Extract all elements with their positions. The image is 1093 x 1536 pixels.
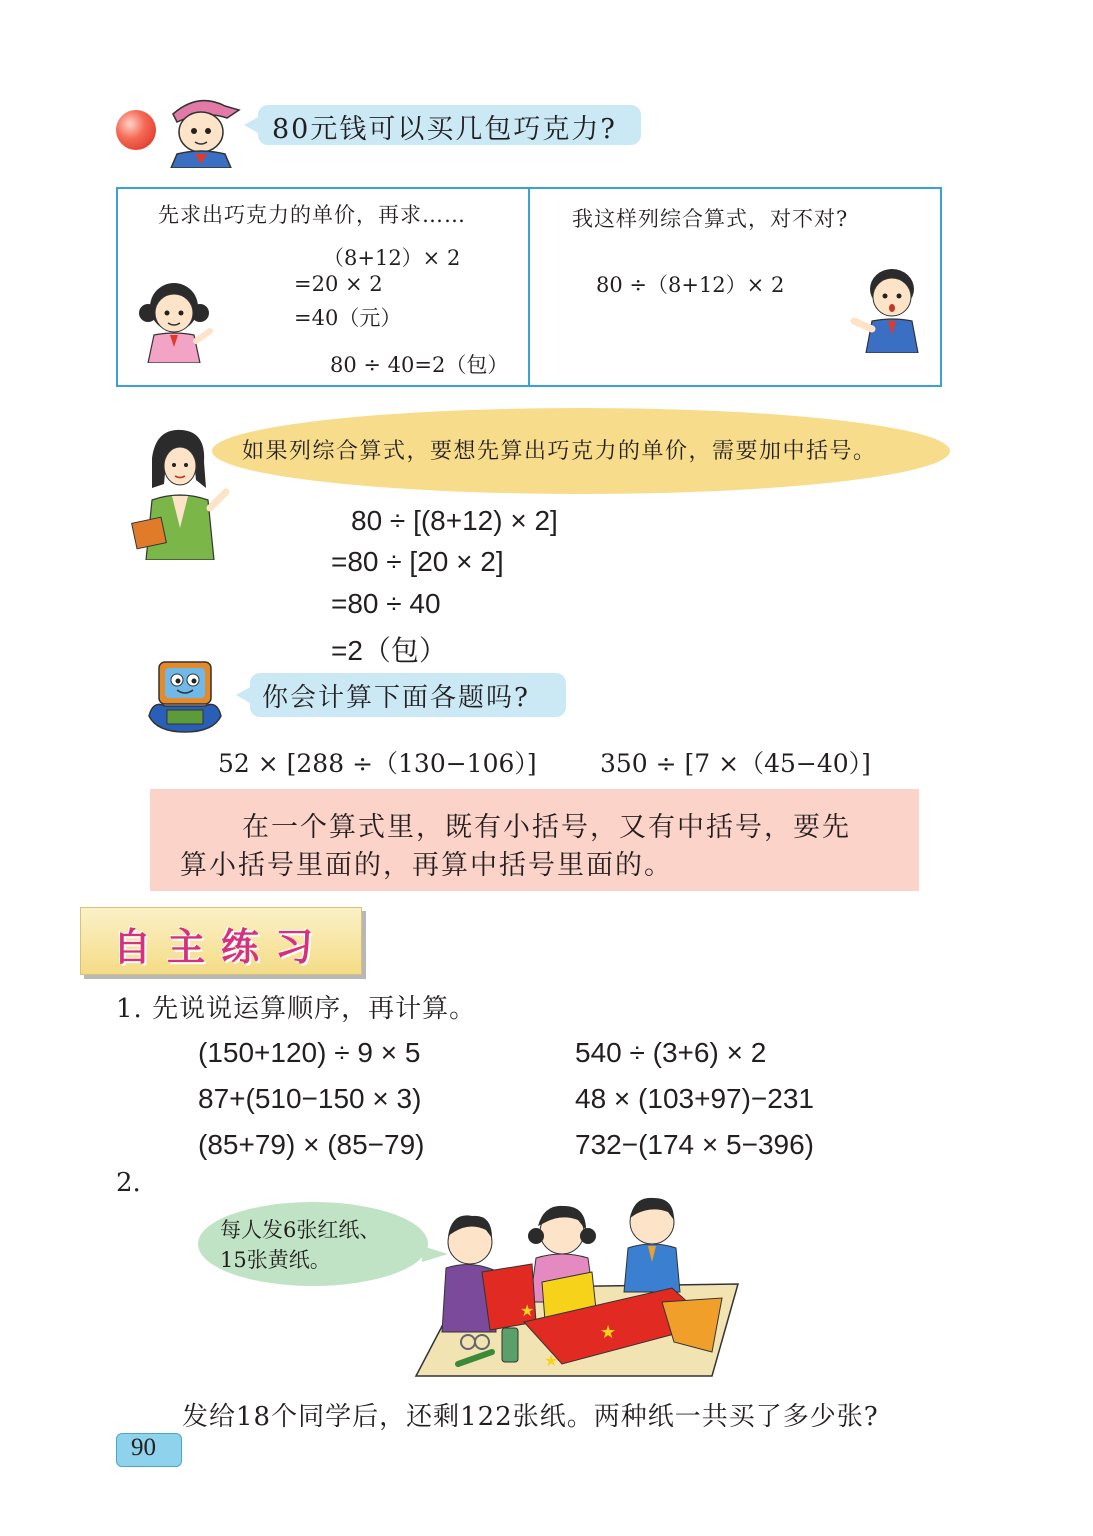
section-title: 自主练习	[113, 925, 330, 969]
computer-robot-icon	[143, 656, 225, 736]
exercise-2-label: 2.	[116, 1168, 141, 1198]
right-prompt: 我这样列综合算式，对不对?	[572, 207, 849, 231]
exercise-1-item-1: (150+120) ÷ 9 × 5	[198, 1037, 421, 1068]
exercise-2-question: 发给18个同学后，还剩122张纸。两种纸一共买了多少张?	[182, 1402, 879, 1432]
robot-question-text: 你会计算下面各题吗?	[262, 683, 530, 713]
paper-bubble-line-1: 每人发6张红纸、	[220, 1218, 381, 1242]
robot-bubble	[250, 673, 566, 717]
svg-text:★: ★	[600, 1322, 617, 1343]
page-number: 90	[131, 1434, 156, 1461]
exercise-1-item-2: 540 ÷ (3+6) × 2	[575, 1037, 767, 1068]
paper-bubble	[198, 1202, 428, 1286]
teacher-bubble	[212, 408, 950, 494]
solution-line-4: =2（包）	[331, 635, 447, 666]
method-box-right	[528, 187, 942, 387]
method-box-left	[116, 187, 530, 387]
exercise-1-item-6: 732−(174 × 5−396)	[575, 1129, 814, 1160]
solution-line-3: =80 ÷ 40	[331, 588, 441, 619]
exercise-1-item-3: 87+(510−150 × 3)	[198, 1083, 422, 1114]
students-with-paper-illustration	[412, 1192, 742, 1382]
calc-line-4: 80 ÷ 40=2（包）	[330, 353, 509, 377]
girl-icon	[134, 273, 216, 363]
solution-line-1: 80 ÷ [(8+12) × 2]	[351, 505, 558, 536]
rule-line-2: 算小括号里面的，再算中括号里面的。	[180, 850, 673, 881]
problem-1: 52 × [288 ÷（130−106）]	[218, 749, 537, 778]
section-header	[80, 907, 362, 975]
exercise-1-item-5: (85+79) × (85−79)	[198, 1129, 425, 1160]
svg-text:★: ★	[520, 1301, 535, 1320]
red-ball-icon	[116, 110, 156, 150]
problem-2: 350 ÷ [7 ×（45−40）]	[600, 749, 871, 778]
calc-line-2: =20 × 2	[294, 272, 383, 296]
right-expr: 80 ÷（8+12）× 2	[596, 273, 785, 297]
svg-text:★: ★	[544, 1351, 559, 1370]
boy-with-cap-icon	[163, 92, 245, 168]
question-text: 80元钱可以买几包巧克力?	[272, 114, 617, 145]
paper-bubble-line-2: 15张黄纸。	[220, 1248, 331, 1272]
calc-line-1: （8+12）× 2	[323, 246, 461, 270]
boy-pointing-icon	[848, 263, 928, 353]
rule-box	[150, 789, 919, 891]
solution-line-2: =80 ÷ [20 × 2]	[331, 546, 504, 577]
rule-line-1: 在一个算式里，既有小括号，又有中括号，要先	[242, 812, 851, 843]
left-prompt: 先求出巧克力的单价，再求……	[158, 203, 466, 227]
teacher-bubble-text: 如果列综合算式，要想先算出巧克力的单价，需要加中括号。	[242, 439, 877, 464]
exercise-1-item-4: 48 × (103+97)−231	[575, 1083, 814, 1114]
exercise-1-label: 1. 先说说运算顺序，再计算。	[116, 994, 477, 1024]
page-number-badge	[116, 1433, 182, 1467]
calc-line-3: =40（元）	[294, 306, 402, 330]
question-bubble	[258, 105, 641, 145]
